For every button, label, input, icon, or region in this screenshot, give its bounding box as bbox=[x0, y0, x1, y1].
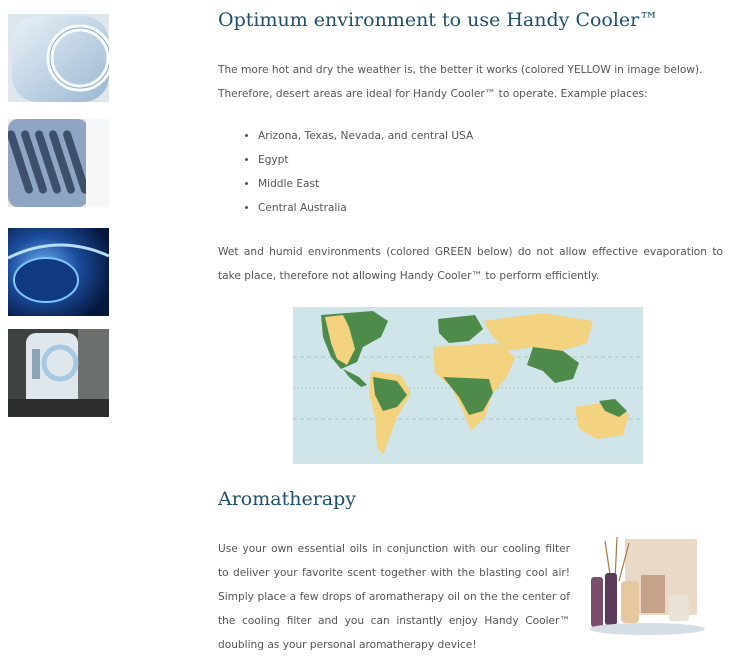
list-item: • Arizona, Texas, Nevada, and central USA bbox=[258, 124, 473, 148]
environment-intro: The more hot and dry the weather is, the better it works (colored YELLOW in image below). Therefore, desert areas are ideal for Handy Cooler™ to operate. Example places: bbox=[218, 64, 703, 100]
product-thumbnail-in-room bbox=[8, 329, 109, 417]
environment-heading: Optimum environment to use Handy Cooler™ bbox=[218, 9, 659, 31]
world-climate-map bbox=[293, 307, 643, 464]
humid-environment-note: Wet and humid environments (colored GREEN below) do not allow effective evaporation to take place, therefore not allowing Handy Cooler™ to perform efficiently. bbox=[218, 246, 723, 282]
aromatherapy-products-photo bbox=[585, 537, 710, 637]
example-places-list bbox=[228, 124, 473, 220]
product-thumbnail-grille bbox=[8, 119, 109, 207]
list-item: • Central Australia bbox=[258, 196, 473, 220]
product-thumbnail-blue-glow bbox=[8, 228, 109, 316]
aromatherapy-heading: Aromatherapy bbox=[218, 488, 357, 510]
aromatherapy-description: Use your own essential oils in conjunction with our cooling filter to deliver your favorite scent together with the blasting cool air! Simply place a few drops of aromatherapy oil on the the center of the cooling filter and you can instantly enjoy Handy Cooler™ doubling as your personal aromatherapy device! bbox=[218, 543, 570, 651]
list-item: • Middle East bbox=[258, 172, 473, 196]
list-item: • Egypt bbox=[258, 148, 473, 172]
product-thumbnail-front bbox=[8, 14, 109, 102]
